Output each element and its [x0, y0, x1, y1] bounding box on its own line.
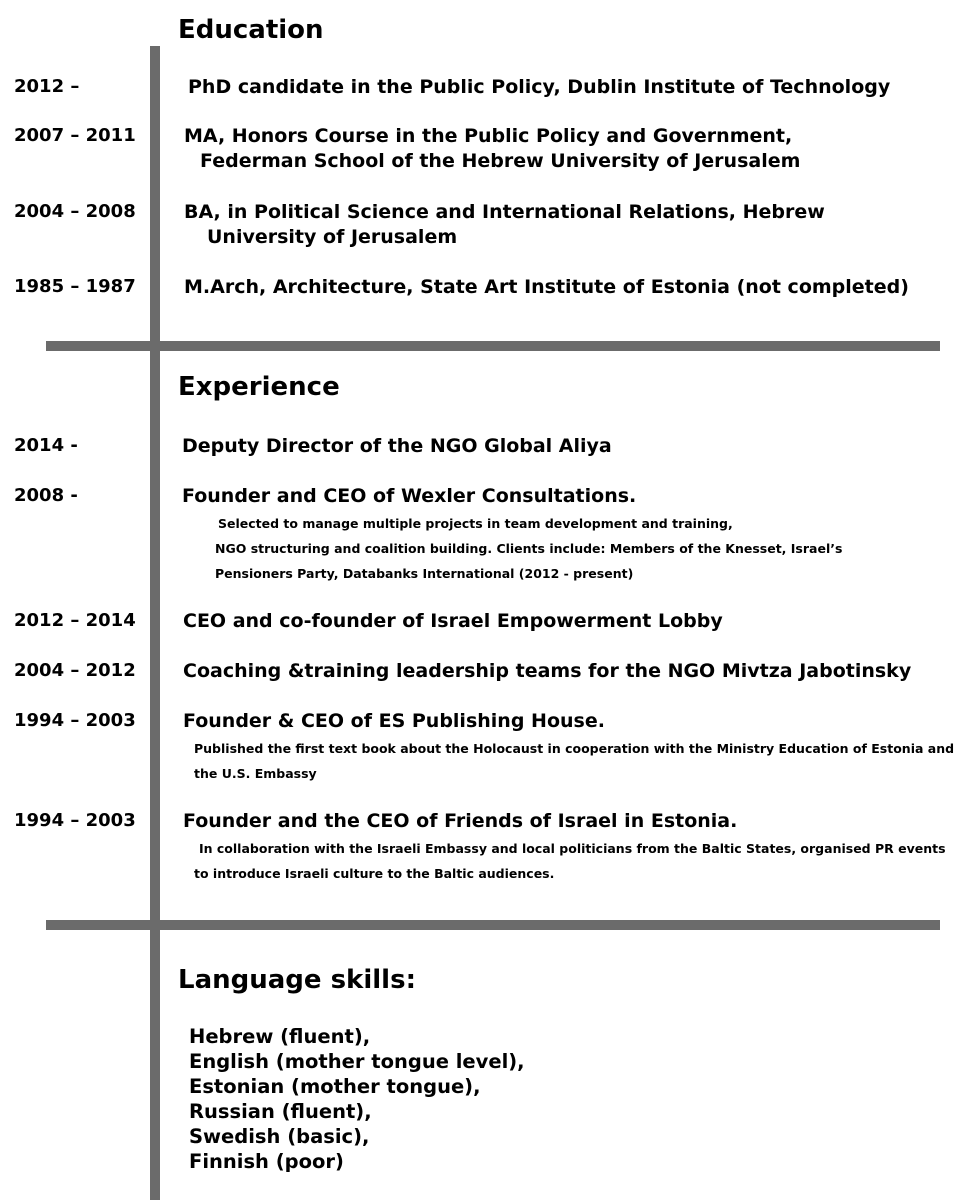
education-date: 2007 – 2011 — [14, 125, 136, 146]
experience-date: 2008 - — [14, 485, 78, 506]
language-item: Russian (fluent), — [189, 1100, 372, 1123]
education-entry: PhD candidate in the Public Policy, Dublin Institute of Technology — [188, 76, 891, 98]
experience-date: 2004 – 2012 — [14, 660, 136, 681]
section-divider — [46, 920, 940, 930]
language-item: Hebrew (fluent), — [189, 1025, 371, 1048]
education-date: 2004 – 2008 — [14, 201, 136, 222]
experience-date: 2014 - — [14, 435, 78, 456]
education-heading: Education — [178, 15, 324, 45]
experience-title: CEO and co-founder of Israel Empowerment Lobby — [183, 610, 723, 632]
experience-detail: In collaboration with the Israeli Embassy and local politicians from the Baltic States, organised PR events — [199, 841, 946, 856]
experience-detail: Selected to manage multiple projects in team development and training, — [218, 516, 733, 531]
experience-date: 2012 – 2014 — [14, 610, 136, 631]
experience-date: 1994 – 2003 — [14, 710, 136, 731]
experience-detail: NGO structuring and coalition building. Clients include: Members of the Knesset, Israel’s — [215, 541, 843, 556]
education-entry: University of Jerusalem — [207, 226, 458, 248]
language-item: Finnish (poor) — [189, 1150, 344, 1173]
timeline-vertical-rule — [150, 46, 160, 1200]
experience-title: Founder and the CEO of Friends of Israel in Estonia. — [183, 810, 738, 832]
experience-detail: the U.S. Embassy — [194, 766, 317, 781]
education-entry: BA, in Political Science and International Relations, Hebrew — [184, 201, 825, 223]
education-entry: MA, Honors Course in the Public Policy and Government, — [184, 125, 793, 147]
language-item: English (mother tongue level), — [189, 1050, 525, 1073]
experience-title: Founder & CEO of ES Publishing House. — [183, 710, 605, 732]
language-item: Estonian (mother tongue), — [189, 1075, 481, 1098]
experience-detail: Published the first text book about the Holocaust in cooperation with the Ministry Education of Estonia and — [194, 741, 955, 756]
experience-title: Coaching &training leadership teams for the NGO Mivtza Jabotinsky — [183, 660, 912, 682]
education-entry: M.Arch, Architecture, State Art Institute of Estonia (not completed) — [184, 276, 909, 298]
experience-date: 1994 – 2003 — [14, 810, 136, 831]
experience-title: Deputy Director of the NGO Global Aliya — [182, 435, 612, 457]
education-date: 2012 – — [14, 76, 80, 97]
education-entry: Federman School of the Hebrew University of Jerusalem — [200, 150, 801, 172]
experience-title: Founder and CEO of Wexler Consultations. — [182, 485, 637, 507]
education-date: 1985 – 1987 — [14, 276, 136, 297]
experience-detail: to introduce Israeli culture to the Baltic audiences. — [194, 866, 555, 881]
section-divider — [46, 341, 940, 351]
language-list — [189, 1024, 525, 1174]
language-item: Swedish (basic), — [189, 1125, 370, 1148]
language-skills-heading: Language skills: — [178, 965, 416, 995]
experience-heading: Experience — [178, 372, 340, 402]
experience-detail: Pensioners Party, Databanks International (2012 - present) — [215, 566, 634, 581]
